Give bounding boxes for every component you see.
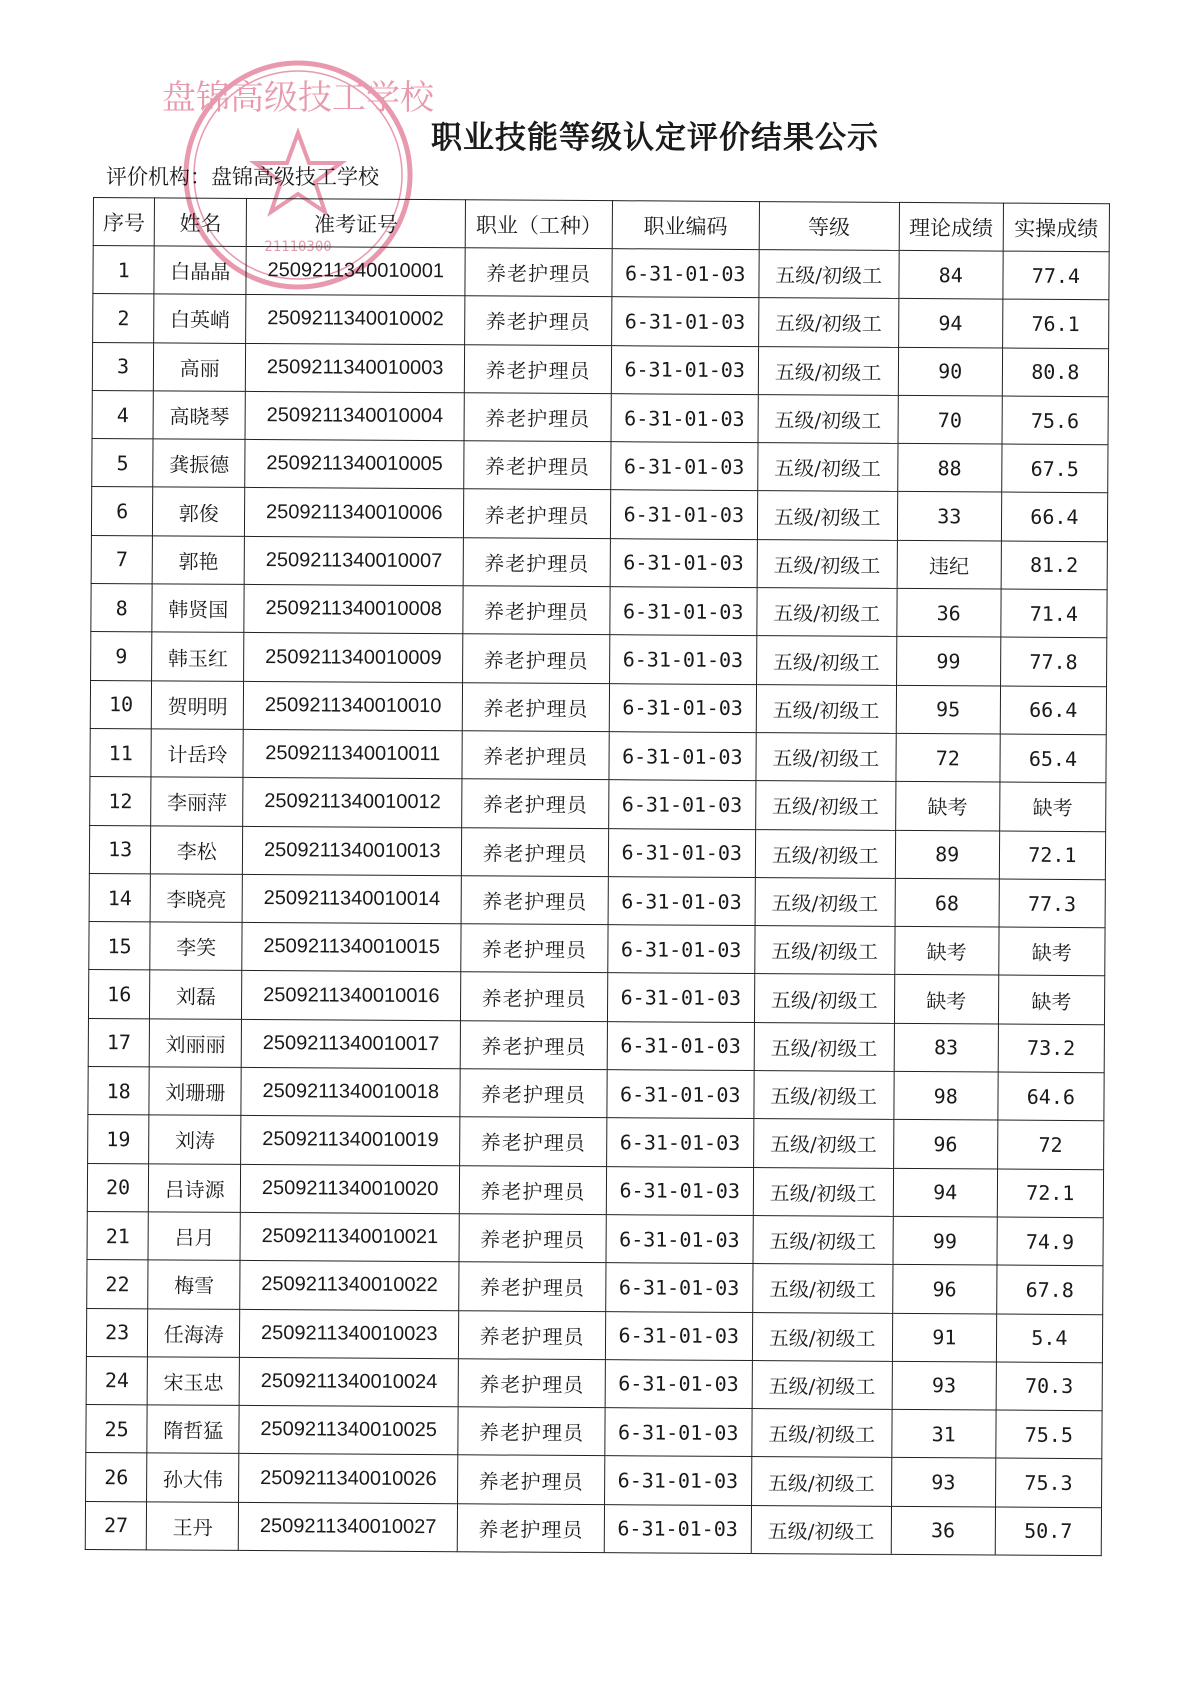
cell-seq: 15	[89, 922, 151, 971]
table-row	[89, 825, 1105, 880]
cell-job: 养老护理员	[458, 1455, 605, 1504]
cell-theory-score: 缺考	[894, 927, 998, 976]
cell-seq: 6	[91, 487, 153, 536]
table-row	[91, 535, 1107, 590]
table-row	[86, 1453, 1102, 1508]
cell-job-code: 6-31-01-03	[604, 1456, 751, 1505]
cell-seq: 1	[93, 246, 155, 295]
table-row	[92, 342, 1108, 397]
cell-level: 五级/初级工	[758, 394, 898, 443]
cell-job: 养老护理员	[459, 1310, 606, 1359]
cell-seq: 23	[86, 1308, 148, 1357]
cell-level: 五级/初级工	[756, 733, 896, 782]
org-label: 评价机构：	[106, 165, 211, 189]
cell-name: 李晓亮	[150, 874, 242, 923]
cell-job: 养老护理员	[464, 441, 611, 490]
cell-exam-id: 2509211340010003	[246, 343, 465, 393]
cell-job-code: 6-31-01-03	[608, 925, 755, 974]
cell-job: 养老护理员	[458, 1359, 605, 1408]
cell-seq: 2	[93, 294, 155, 343]
cell-seq: 24	[86, 1356, 148, 1405]
cell-exam-id: 2509211340010027	[238, 1502, 457, 1552]
seal-code: 21110300	[264, 239, 332, 255]
cell-practice-score: 81.2	[1001, 541, 1108, 590]
cell-job-code: 6-31-01-03	[608, 828, 755, 877]
cell-seq: 9	[91, 632, 153, 681]
cell-job-code: 6-31-01-03	[611, 345, 758, 394]
cell-theory-score: 94	[898, 299, 1002, 348]
cell-name: 刘涛	[149, 1115, 241, 1164]
cell-level: 五级/初级工	[752, 1264, 892, 1313]
cell-level: 五级/初级工	[755, 781, 895, 830]
cell-theory-score: 36	[891, 1506, 995, 1555]
cell-name: 宋玉忠	[147, 1357, 239, 1406]
cell-job-code: 6-31-01-03	[606, 1263, 753, 1312]
cell-job: 养老护理员	[463, 586, 610, 635]
header-seq: 序号	[93, 198, 155, 246]
table-row	[88, 1067, 1104, 1122]
cell-exam-id: 2509211340010017	[241, 1019, 460, 1069]
cell-name: 王丹	[147, 1502, 239, 1551]
cell-job: 养老护理员	[460, 1069, 607, 1118]
cell-name: 李丽萍	[151, 777, 243, 826]
cell-name: 郭俊	[153, 487, 245, 536]
cell-theory-score: 95	[896, 685, 1000, 734]
cell-theory-score: 99	[896, 637, 1000, 686]
cell-name: 计岳玲	[151, 729, 243, 778]
table-row	[87, 1260, 1103, 1315]
cell-job-code: 6-31-01-03	[605, 1408, 752, 1457]
cell-job: 养老护理员	[463, 538, 610, 587]
cell-job-code: 6-31-01-03	[610, 538, 757, 587]
cell-theory-score: 91	[892, 1313, 996, 1362]
cell-seq: 21	[87, 1211, 149, 1260]
table-row	[91, 632, 1107, 687]
cell-exam-id: 2509211340010004	[245, 391, 464, 441]
cell-job: 养老护理员	[459, 1262, 606, 1311]
cell-practice-score: 64.6	[998, 1072, 1105, 1121]
cell-job: 养老护理员	[465, 296, 612, 345]
cell-name: 任海涛	[148, 1308, 240, 1357]
header-job: 职业（工种）	[465, 200, 612, 249]
table-row	[92, 390, 1108, 445]
cell-level: 五级/初级工	[753, 1119, 893, 1168]
cell-job: 养老护理员	[459, 1165, 606, 1214]
cell-exam-id: 2509211340010009	[244, 633, 463, 683]
cell-exam-id: 2509211340010022	[240, 1261, 459, 1311]
cell-name: 韩玉红	[152, 632, 244, 681]
table-row	[91, 487, 1107, 542]
table-row	[89, 922, 1105, 977]
table-row	[86, 1356, 1102, 1411]
cell-seq: 4	[92, 390, 154, 439]
cell-job-code: 6-31-01-03	[609, 635, 756, 684]
cell-theory-score: 84	[899, 250, 1003, 299]
cell-practice-score: 66.4	[1001, 493, 1108, 542]
cell-name: 龚振德	[153, 439, 245, 488]
cell-job: 养老护理员	[464, 489, 611, 538]
results-table	[85, 197, 1110, 1556]
cell-job-code: 6-31-01-03	[606, 1215, 753, 1264]
cell-seq: 7	[91, 535, 153, 584]
cell-job: 养老护理员	[462, 779, 609, 828]
cell-seq: 10	[90, 680, 152, 729]
cell-job-code: 6-31-01-03	[611, 394, 758, 443]
cell-theory-score: 70	[898, 395, 1002, 444]
cell-practice-score: 70.3	[996, 1362, 1103, 1411]
cell-job: 养老护理员	[460, 1021, 607, 1070]
cell-job: 养老护理员	[462, 682, 609, 731]
cell-level: 五级/初级工	[751, 1409, 891, 1458]
table-body	[85, 246, 1109, 1556]
cell-job-code: 6-31-01-03	[610, 490, 757, 539]
cell-job-code: 6-31-01-03	[612, 249, 759, 298]
table-row	[85, 1501, 1101, 1556]
cell-job: 养老护理员	[458, 1407, 605, 1456]
cell-exam-id: 2509211340010019	[241, 1116, 460, 1166]
header-id: 准考证号	[246, 198, 465, 247]
table-row	[87, 1211, 1103, 1266]
cell-level: 五级/初级工	[751, 1457, 891, 1506]
cell-job-code: 6-31-01-03	[609, 732, 756, 781]
cell-level: 五级/初级工	[757, 443, 897, 492]
cell-name: 贺明明	[152, 681, 244, 730]
cell-level: 五级/初级工	[759, 250, 899, 299]
table-row	[89, 873, 1105, 928]
cell-practice-score: 73.2	[998, 1024, 1105, 1073]
cell-job: 养老护理员	[465, 344, 612, 393]
cell-name: 隋哲猛	[147, 1405, 239, 1454]
cell-exam-id: 2509211340010008	[244, 585, 463, 635]
cell-job-code: 6-31-01-03	[611, 442, 758, 491]
table-header-row	[93, 198, 1109, 252]
cell-theory-score: 缺考	[894, 975, 998, 1024]
cell-practice-score: 72.1	[997, 1169, 1104, 1218]
header-theory: 理论成绩	[899, 202, 1003, 251]
cell-seq: 11	[90, 728, 152, 777]
cell-theory-score: 89	[895, 830, 999, 879]
cell-job-code: 6-31-01-03	[612, 297, 759, 346]
cell-job: 养老护理员	[463, 634, 610, 683]
header-practice: 实操成绩	[1003, 203, 1110, 252]
seal-text: 盘锦高级技工学校	[162, 78, 434, 118]
cell-theory-score: 31	[892, 1410, 996, 1459]
cell-theory-score: 36	[897, 588, 1001, 637]
cell-name: 白英峭	[154, 294, 246, 343]
cell-level: 五级/初级工	[754, 926, 894, 975]
cell-practice-score: 77.8	[1000, 637, 1107, 686]
cell-job: 养老护理员	[459, 1214, 606, 1263]
cell-job: 养老护理员	[462, 827, 609, 876]
cell-level: 五级/初级工	[755, 829, 895, 878]
cell-job: 养老护理员	[465, 248, 612, 297]
page-title: 职业技能等级认定评价结果公示	[431, 120, 879, 156]
header-code: 职业编码	[612, 201, 759, 250]
cell-level: 五级/初级工	[753, 1215, 893, 1264]
org-name: 盘锦高级技工学校	[211, 165, 379, 189]
cell-job-code: 6-31-01-03	[604, 1504, 751, 1553]
cell-level: 五级/初级工	[757, 539, 897, 588]
cell-job: 养老护理员	[464, 393, 611, 442]
cell-name: 刘丽丽	[149, 1019, 241, 1068]
cell-practice-score: 75.6	[1002, 396, 1109, 445]
cell-exam-id: 2509211340010007	[244, 536, 463, 586]
cell-level: 五级/初级工	[753, 1167, 893, 1216]
header-level: 等级	[759, 202, 899, 251]
cell-exam-id: 2509211340010001	[246, 246, 465, 296]
cell-level: 五级/初级工	[754, 974, 894, 1023]
cell-seq: 19	[88, 1115, 150, 1164]
table-row	[93, 294, 1109, 349]
cell-practice-score: 75.5	[996, 1410, 1103, 1459]
cell-job-code: 6-31-01-03	[605, 1311, 752, 1360]
cell-job-code: 6-31-01-03	[606, 1118, 753, 1167]
cell-job: 养老护理员	[462, 731, 609, 780]
cell-practice-score: 72.1	[999, 831, 1106, 880]
cell-exam-id: 2509211340010006	[245, 488, 464, 538]
cell-practice-score: 缺考	[998, 927, 1105, 976]
cell-job-code: 6-31-01-03	[607, 973, 754, 1022]
cell-job-code: 6-31-01-03	[609, 683, 756, 732]
cell-practice-score: 缺考	[998, 975, 1105, 1024]
cell-job-code: 6-31-01-03	[609, 780, 756, 829]
cell-name: 孙大伟	[147, 1453, 239, 1502]
cell-name: 刘磊	[150, 970, 242, 1019]
cell-level: 五级/初级工	[756, 588, 896, 637]
cell-job: 养老护理员	[457, 1503, 604, 1552]
cell-level: 五级/初级工	[754, 1022, 894, 1071]
cell-theory-score: 96	[892, 1265, 996, 1314]
cell-practice-score: 缺考	[999, 782, 1106, 831]
cell-level: 五级/初级工	[756, 684, 896, 733]
cell-job-code: 6-31-01-03	[610, 587, 757, 636]
cell-seq: 26	[86, 1453, 148, 1502]
cell-theory-score: 违纪	[897, 540, 1001, 589]
cell-exam-id: 2509211340010002	[246, 295, 465, 345]
cell-exam-id: 2509211340010013	[243, 826, 462, 876]
cell-job-code: 6-31-01-03	[607, 1070, 754, 1119]
cell-seq: 14	[89, 873, 151, 922]
cell-practice-score: 5.4	[996, 1314, 1103, 1363]
cell-seq: 22	[87, 1260, 149, 1309]
cell-theory-score: 68	[895, 878, 999, 927]
table-row	[90, 728, 1106, 783]
table-row	[91, 584, 1107, 639]
cell-practice-score: 67.8	[996, 1265, 1103, 1314]
cell-theory-score: 83	[894, 1023, 998, 1072]
cell-level: 五级/初级工	[758, 346, 898, 395]
cell-practice-score: 75.3	[995, 1458, 1102, 1507]
cell-name: 高丽	[154, 342, 246, 391]
cell-job-code: 6-31-01-03	[607, 1021, 754, 1070]
cell-job-code: 6-31-01-03	[605, 1359, 752, 1408]
cell-practice-score: 80.8	[1002, 348, 1109, 397]
cell-name: 李松	[151, 825, 243, 874]
cell-seq: 16	[88, 970, 150, 1019]
table-row	[88, 1018, 1104, 1073]
cell-level: 五级/初级工	[752, 1312, 892, 1361]
cell-practice-score: 71.4	[1001, 589, 1108, 638]
cell-level: 五级/初级工	[751, 1505, 891, 1554]
cell-exam-id: 2509211340010011	[243, 729, 462, 779]
cell-theory-score: 94	[893, 1168, 997, 1217]
cell-theory-score: 93	[891, 1458, 995, 1507]
cell-name: 郭艳	[152, 536, 244, 585]
cell-exam-id: 2509211340010005	[245, 440, 464, 490]
cell-job: 养老护理员	[461, 876, 608, 925]
cell-exam-id: 2509211340010016	[242, 971, 461, 1021]
table-row	[86, 1405, 1102, 1460]
table-row	[90, 777, 1106, 832]
cell-exam-id: 2509211340010025	[239, 1406, 458, 1456]
cell-job: 养老护理员	[461, 972, 608, 1021]
cell-level: 五级/初级工	[755, 877, 895, 926]
cell-seq: 5	[92, 439, 154, 488]
cell-theory-score: 93	[892, 1361, 996, 1410]
table-row	[88, 1115, 1104, 1170]
cell-seq: 18	[88, 1067, 150, 1116]
cell-exam-id: 2509211340010018	[241, 1067, 460, 1117]
cell-practice-score: 66.4	[1000, 686, 1107, 735]
cell-theory-score: 98	[894, 1071, 998, 1120]
cell-seq: 8	[91, 584, 153, 633]
cell-level: 五级/初级工	[753, 1071, 893, 1120]
cell-name: 刘珊珊	[149, 1067, 241, 1116]
cell-level: 五级/初级工	[758, 298, 898, 347]
cell-practice-score: 74.9	[997, 1217, 1104, 1266]
cell-job: 养老护理员	[461, 924, 608, 973]
cell-level: 五级/初级工	[756, 636, 896, 685]
table-row	[92, 439, 1108, 494]
cell-job: 养老护理员	[460, 1117, 607, 1166]
cell-theory-score: 72	[896, 733, 1000, 782]
table-row	[87, 1163, 1103, 1218]
cell-practice-score: 72	[997, 1120, 1104, 1169]
cell-seq: 20	[87, 1163, 149, 1212]
header-name: 姓名	[154, 198, 246, 247]
cell-seq: 27	[85, 1501, 147, 1550]
cell-name: 白晶晶	[154, 246, 246, 295]
cell-level: 五级/初级工	[752, 1360, 892, 1409]
table-row	[88, 970, 1104, 1025]
cell-exam-id: 2509211340010021	[240, 1212, 459, 1262]
cell-exam-id: 2509211340010020	[241, 1164, 460, 1214]
cell-seq: 12	[90, 777, 152, 826]
table-row	[86, 1308, 1102, 1363]
cell-exam-id: 2509211340010015	[242, 923, 461, 973]
cell-name: 李笑	[150, 922, 242, 971]
cell-practice-score: 65.4	[1000, 734, 1107, 783]
cell-exam-id: 2509211340010014	[242, 874, 461, 924]
evaluation-org	[106, 161, 379, 191]
cell-theory-score: 88	[897, 444, 1001, 493]
cell-theory-score: 99	[893, 1216, 997, 1265]
cell-exam-id: 2509211340010023	[240, 1309, 459, 1359]
cell-theory-score: 90	[898, 347, 1002, 396]
cell-seq: 17	[88, 1018, 150, 1067]
cell-exam-id: 2509211340010010	[244, 681, 463, 731]
cell-name: 梅雪	[148, 1260, 240, 1309]
cell-practice-score: 76.1	[1002, 299, 1109, 348]
cell-name: 吕月	[148, 1212, 240, 1261]
cell-theory-score: 96	[893, 1120, 997, 1169]
cell-name: 高晓琴	[153, 391, 245, 440]
cell-theory-score: 33	[897, 492, 1001, 541]
cell-seq: 3	[92, 342, 154, 391]
cell-level: 五级/初级工	[757, 491, 897, 540]
cell-practice-score: 77.3	[999, 879, 1106, 928]
table-row	[90, 680, 1106, 735]
cell-theory-score: 缺考	[895, 782, 999, 831]
cell-practice-score: 67.5	[1001, 444, 1108, 493]
cell-name: 吕诗源	[149, 1164, 241, 1213]
cell-practice-score: 77.4	[1003, 251, 1110, 300]
table-row	[93, 246, 1109, 301]
cell-name: 韩贤国	[152, 584, 244, 633]
cell-exam-id: 2509211340010026	[239, 1454, 458, 1504]
cell-seq: 13	[89, 825, 151, 874]
cell-job-code: 6-31-01-03	[606, 1166, 753, 1215]
cell-job-code: 6-31-01-03	[608, 877, 755, 926]
cell-exam-id: 2509211340010024	[239, 1357, 458, 1407]
cell-practice-score: 50.7	[995, 1507, 1102, 1556]
cell-exam-id: 2509211340010012	[243, 778, 462, 828]
cell-seq: 25	[86, 1405, 148, 1454]
